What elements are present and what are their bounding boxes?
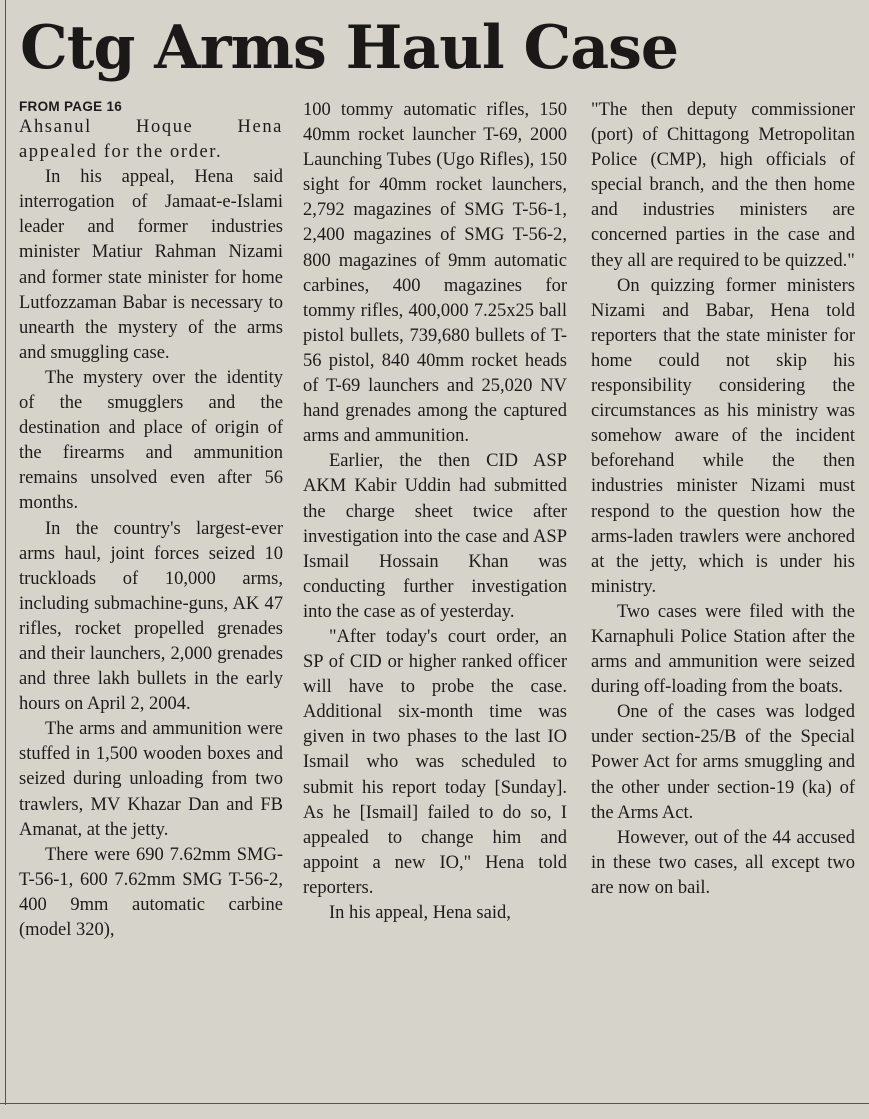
paragraph: However, out of the 44 accused in these two cases, all except two are now on bail. [591,827,855,898]
paragraph: In his appeal, Hena said interrogation of Jamaat-e-Islami leader and former industries minister Matiur Rahman Nizami and former state minister for home Lutfozzaman Babar is necessary to unearth the mystery of the arms and smuggling case. [19,167,283,363]
paragraph: The arms and ammunition were stuffed in 1,500 wooden boxes and seized during unloading from two trawlers, MV Khazar Dan and FB Amanat, at the jetty. [19,719,283,840]
bottom-rule [0,1103,869,1104]
paragraph: "The then deputy commissioner (port) of Chittagong Metropolitan Police (CMP), high officials of special branch, and the then home and industries ministers are concerned parties in the case and they all are required to be quizzed." [591,100,855,271]
continuation-kicker: FROM PAGE 16 [19,99,123,114]
paragraph: On quizzing former ministers Nizami and Babar, Hena told reporters that the state minister for home could not skip his responsibility considering the circumstances as his ministry was somehow aware of the incident beforehand while the then industries minister Nizami must respond to the question how the arms-laden trawlers were anchored at the jetty, which is under his ministry. [591,275,855,597]
column-2 [303,98,567,926]
headline: Ctg Arms Haul Case [20,13,679,83]
paragraph: Two cases were filed with the Karnaphuli Police Station after the arms and ammunition were seized during off-loading from the boats. [591,601,855,698]
paragraph: In his appeal, Hena said, [329,903,511,923]
left-column-rule [5,0,6,1105]
paragraph: There were 690 7.62mm SMG-T-56-1, 600 7.62mm SMG T-56-2, 400 9mm automatic carbine (model 320), [19,844,283,940]
paragraph: The mystery over the identity of the smugglers and the destination and place of origin of the firearms and ammunition remains unsolved even after 56 months. [19,367,283,514]
paragraph: In the country's largest-ever arms haul, joint forces seized 10 truckloads of 10,000 arms, including submachine-guns, AK 47 rifles, rocket propelled grenades and their launchers, 2,000 grenades and three lakh bullets in the early hours on April 2, 2004. [19,518,283,715]
paragraph: 100 tommy automatic rifles, 150 40mm rocket launcher T-69, 2000 Launching Tubes (Ugo Rifles), 150 sight for 40mm rocket launchers, 2,792 magazines of SMG T-56-1, 2,400 magazines of SMG T-56-2, 800 magazines of 9mm automatic carbines, 400 magazines for tommy rifles, 400,000 7.25x25 ball pistol bullets, 739,680 bullets of T-56 pistol, 840 40mm rocket heads of T-69 launchers and 25,020 NV hand grenades among the captured arms and ammunition. [303,100,567,447]
paragraph: Ahsanul Hoque Hena appealed for the order. [19,117,283,163]
paragraph: Earlier, the then CID ASP AKM Kabir Uddin had submitted the charge sheet twice after investigation into the case and ASP Ismail Hossain Khan was conducting further investigation into the case as of yesterday. [303,451,567,622]
paragraph: One of the cases was lodged under section-25/B of the Special Power Act for arms smuggling and the other under section-19 (ka) of the Arms Act. [591,702,855,823]
column-1 [19,98,283,943]
column-3 [591,98,855,901]
paragraph: "After today's court order, an SP of CID or higher ranked officer will have to probe the case. Additional six-month time was given in two phases to the last IO Ismail who was scheduled to submit his report today [Sunday]. As he [Ismail] failed to do so, I appealed to change him and appoint a new IO," Hena told reporters. [303,626,567,898]
